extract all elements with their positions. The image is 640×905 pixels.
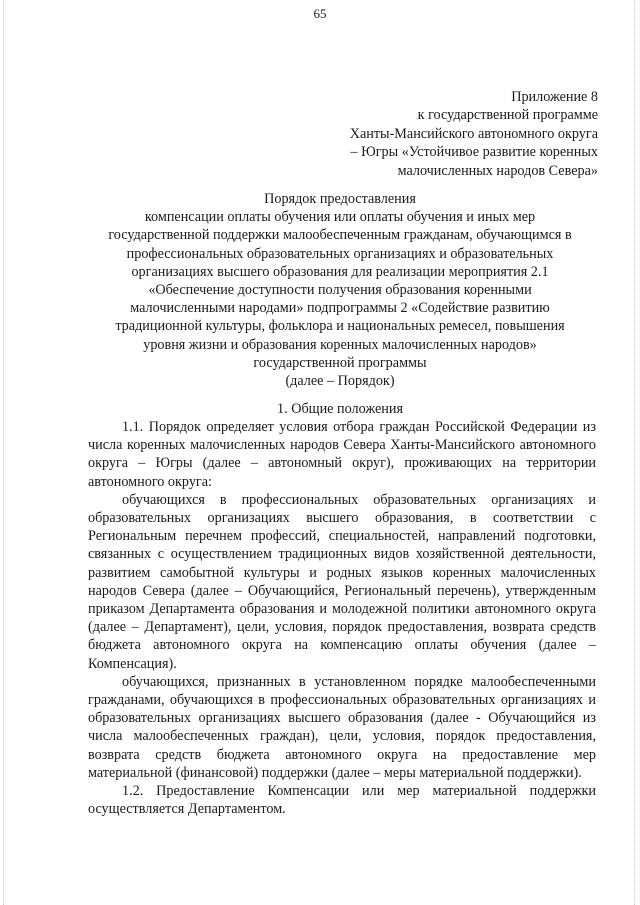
appendix-line: Приложение 8	[511, 89, 598, 105]
paragraph: 1.1. Порядок определяет условия отбора граждан Российской Федерации из числа коренных малочисленных народов Севера Ханты-Мансийского автономного округа – Югры (далее – автономный округ), проживающих на территории автономного округа:	[88, 419, 596, 490]
appendix-header	[298, 88, 598, 180]
appendix-line: к государственной программе	[417, 107, 598, 124]
title-line: «Обеспечение доступности получения образования коренными	[148, 282, 532, 299]
appendix-line: малочисленных народов Севера»	[397, 162, 598, 179]
title-line: профессиональных образовательных организациях и образовательных	[126, 245, 554, 262]
title-line: (далее – Порядок)	[285, 373, 395, 390]
document-title	[80, 190, 600, 390]
scan-edge-left	[3, 0, 5, 905]
paragraph: обучающихся, признанных в установленном порядке малообеспеченными гражданами, обучающихся в профессиональных образовательных организациях и образовательных организациях высшего образования (далее - Обучающийся из числа малообеспеченных граждан), цели, условия, порядок предоставления, возврата средств бюджета автономного округа на предоставление мер материальной (финансовой) поддержки (далее – меры материальной поддержки).	[88, 673, 596, 781]
paragraph: обучающихся в профессиональных образовательных организациях и образовательных организациях высшего образования, в соответствии с Региональным перечнем профессий, специальностей, направлений подготовки, связанных с осуществлением традиционных видов хозяйственной деятельности, развитием самобытной культуры и родных языков коренных малочисленных народов Севера (далее – Обучающийся, Региональный перечень), утвержденным приказом Департамента образования и молодежной политики автономного округа (далее – Департамент), цели, условия, порядок предоставления, возврата средств бюджета автономного округа на компенсацию оплаты обучения (далее – Компенсация).	[88, 491, 596, 672]
title-line: государственной поддержки малообеспеченным гражданам, обучающимся в	[108, 227, 572, 244]
title-line: государственной программы	[253, 354, 427, 371]
paragraph: 1.2. Предоставление Компенсации или мер материальной поддержки осуществляется Департаментом.	[88, 783, 596, 818]
appendix-line: – Югры «Устойчивое развитие коренных	[350, 144, 598, 161]
title-line: организациях высшего образования для реализации мероприятия 2.1	[131, 263, 549, 280]
title-line: традиционной культуры, фольклора и национальных ремесел, повышения	[115, 318, 565, 335]
scan-edge-right	[634, 0, 636, 905]
title-line: Порядок предоставления	[264, 191, 416, 207]
title-line: компенсации оплаты обучения или оплаты обучения и иных мер	[144, 209, 536, 226]
title-line: малочисленными народами» подпрограммы 2 «Содействие развитию	[130, 300, 550, 317]
section-body	[88, 418, 596, 818]
title-line: уровня жизни и образования коренных малочисленных народов»	[143, 336, 537, 353]
section-heading: 1. Общие положения	[277, 401, 403, 417]
page-number: 65	[313, 6, 327, 21]
appendix-line: Ханты-Мансийского автономного округа	[349, 125, 598, 142]
